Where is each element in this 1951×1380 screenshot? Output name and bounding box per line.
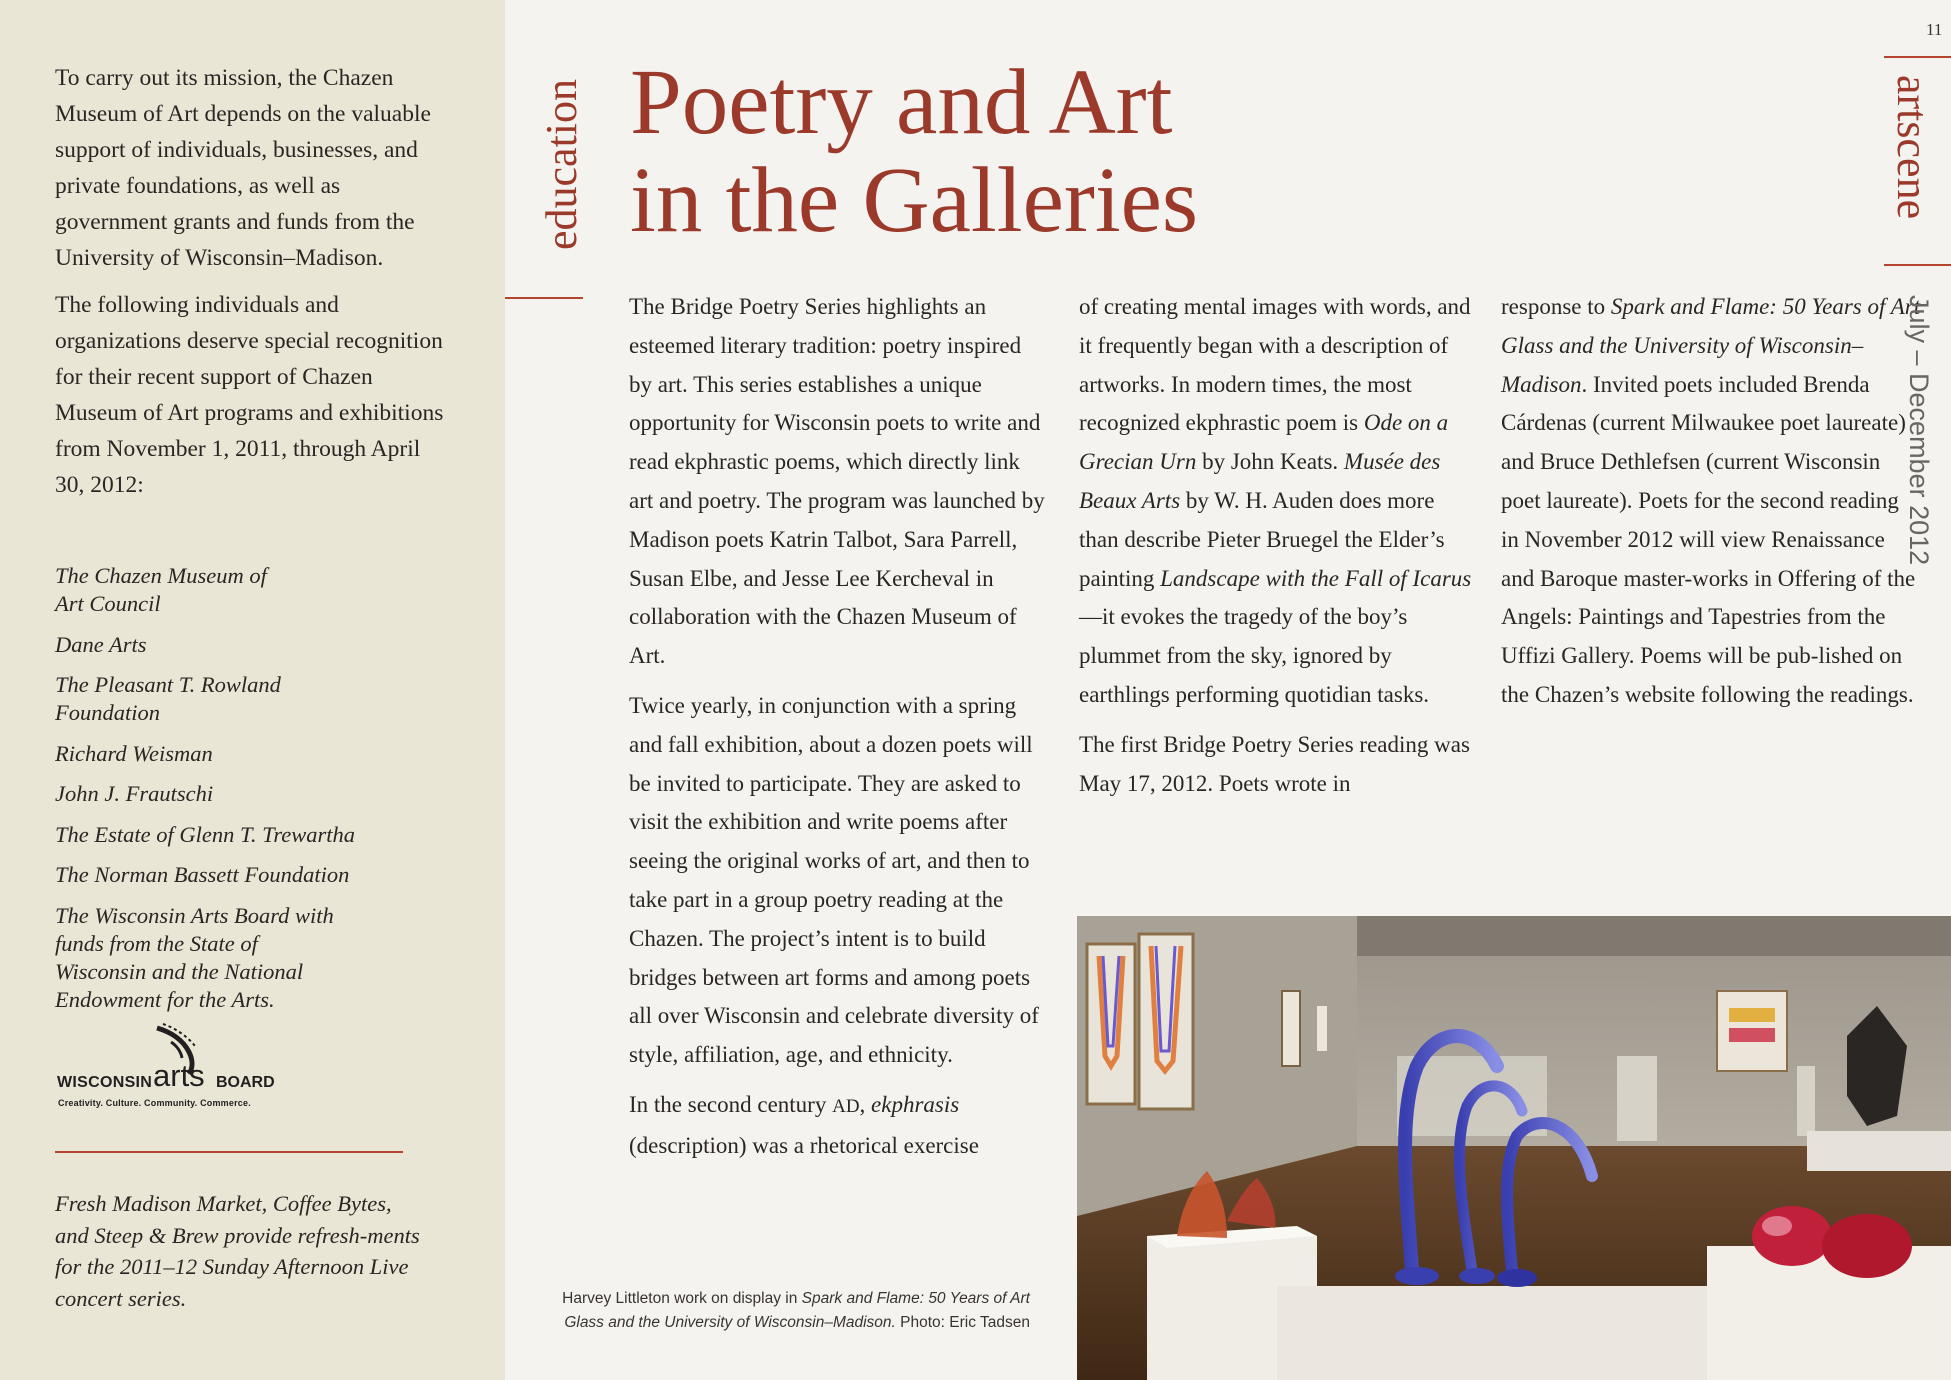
masthead: artscene — [1888, 75, 1937, 220]
caption-italic: Spark and Flame: 50 Years of Art Glass and the University of Wisconsin–Madison. — [564, 1290, 1030, 1331]
masthead-rule-top — [1884, 56, 1951, 58]
article-paragraph: Twice yearly, in conjunction with a spring and fall exhibition, about a dozen poets will be invited to participate. They are asked to visit the exhibition and write poems after seeing the original works of art, and then to take part in a group poetry reading at the Chazen. The project’s intent is to build bridges between art forms and among poets all over Wisconsin and celebrate diversity of style, affiliation, age, and ethnicity. — [629, 692, 1039, 1068]
text-run: . Invited poets included Brenda Cárdenas (current Milwaukee poet laureate) and Bruce Dethlefsen (current Wisconsin poet laureate). Poets for the second reading in November 2012 will view Renaissance and Baroque master-works in Offering of the Angels: Paintings and Tapestries from the Uffizi Gallery. Poems will be pub-lished on the Chazen’s website following the readings. — [1501, 371, 1916, 707]
section-divider — [505, 297, 583, 299]
title-line-2: in the Galleries — [630, 149, 1199, 252]
text-run: AD — [832, 1095, 860, 1117]
article-paragraph: The Bridge Poetry Series highlights an esteemed literary tradition: poetry inspired by art. This series establishes a unique opportunity for Wisconsin poets to write and read ekphrastic poems, which directly link art and poetry. The program was launched by Madison poets Katrin Talbot, Sara Parrell, Susan Elbe, and Jesse Lee Kercheval in collaboration with the Chazen Museum of Art. — [629, 294, 1045, 669]
supporter-item: Richard Weisman — [55, 740, 213, 766]
text-run: Musée des Beaux Arts — [1079, 449, 1441, 513]
supporter-item: The Wisconsin Arts Board with funds from the State of Wisconsin and the National Endowment for the Arts. — [55, 902, 334, 1012]
logo-tagline: Creativity. Culture. Community. Commerce. — [58, 1098, 251, 1108]
supporter-item: The Estate of Glenn T. Trewartha — [55, 821, 356, 847]
logo-word-wisconsin: WISCONSIN — [57, 1074, 153, 1091]
article-column-3 — [1501, 288, 1921, 726]
gallery-photo — [1077, 916, 1951, 1380]
article-paragraph: of creating mental images with words, and it frequently began with a description of artworks. In modern times, the most recognized ekphrastic poem is Ode on a Grecian Urn by John Keats. Musée des Beaux Arts by W. H. Auden does more than describe Pieter Bruegel the Elder’s painting Landscape with the Fall of Icarus—it evokes the tragedy of the boy’s plummet from the sky, ignored by earthlings performing quotidian tasks. — [1079, 294, 1472, 707]
page-number: 11 — [1926, 20, 1943, 39]
sidebar-intro-block — [55, 60, 450, 514]
text-run: by John Keats. — [1196, 449, 1344, 475]
gallery-photo-illustration — [1077, 916, 1951, 1380]
text-run: by W. H. Auden does more than describe Pieter Bruegel the Elder’s painting — [1079, 487, 1445, 591]
logo-word-board: BOARD — [216, 1074, 275, 1091]
section-label: education — [537, 78, 586, 250]
sidebar-footer-note: Fresh Madison Market, Coffee Bytes, and Steep & Brew provide refresh-ments for the 2011–12 Sunday Afternoon Live concert series. — [55, 1191, 420, 1311]
article-paragraph: In the second century AD, ekphrasis (description) was a rhetorical exercise — [629, 1091, 979, 1158]
text-run: —it evokes the tragedy of the boy’s plummet from the sky, ignored by earthlings performing quotidian tasks. — [1079, 604, 1430, 707]
logo-word-arts: arts — [153, 1058, 205, 1093]
sidebar-intro: To carry out its mission, the Chazen Museum of Art depends on the valuable support of individuals, businesses, and private foundations, as well as government grants and funds from the University of Wisconsin–Madison. — [55, 65, 431, 271]
caption-credit: Photo: Eric Tadsen — [895, 1314, 1030, 1331]
page-title — [630, 51, 1199, 252]
sidebar-divider — [55, 1151, 403, 1153]
wisconsin-arts-board-logo — [57, 1022, 287, 1112]
text-run: Spark and Flame: 50 Years of Art Glass and the University of Wisconsin–Madison — [1501, 294, 1921, 397]
caption-text: Harvey Littleton work on display in — [562, 1290, 802, 1307]
supporter-item: The Norman Bassett Foundation — [55, 862, 350, 887]
text-run: In the second century — [629, 1091, 833, 1117]
supporter-list — [55, 562, 385, 1026]
text-run: Ode on a Grecian Urn — [1079, 410, 1449, 475]
photo-caption — [540, 1287, 1030, 1335]
article-paragraph: response to Spark and Flame: 50 Years of Art Glass and the University of Wisconsin–Madison. Invited poets included Brenda Cárdenas (current Milwaukee poet laureate) and Bruce Dethlefsen (current Wisconsin poet laureate). Poets for the second reading in November 2012 will view Renaissance and Baroque master-works in Offering of the Angels: Paintings and Tapestries from the Uffizi Gallery. Poems will be pub-lished on the Chazen’s website following the readings. — [1501, 294, 1921, 707]
text-run: ekphrasis — [871, 1091, 960, 1117]
article-column-1 — [629, 288, 1049, 1177]
article-paragraph: The first Bridge Poetry Series reading was May 17, 2012. Poets wrote in — [1079, 731, 1470, 796]
supporter-item: John J. Frautschi — [55, 781, 214, 806]
supporter-item: The Chazen Museum of Art Council — [55, 563, 267, 616]
text-run: , — [859, 1091, 872, 1117]
title-line-1: Poetry and Art — [630, 51, 1173, 154]
article-column-2 — [1079, 288, 1479, 814]
masthead-rule-bottom — [1884, 264, 1951, 266]
text-run: Landscape with the Fall of Icarus — [1160, 565, 1472, 591]
issue-dates: July – December 2012 — [1904, 295, 1934, 566]
sidebar-recognition: The following individuals and organizations deserve special recognition for their recent support of Chazen Museum of Art programs and exhibitions from November 1, 2011, through April 30, 2012: — [55, 292, 444, 498]
supporter-item: Dane Arts — [55, 631, 147, 657]
supporter-item: The Pleasant T. Rowland Foundation — [55, 672, 281, 725]
